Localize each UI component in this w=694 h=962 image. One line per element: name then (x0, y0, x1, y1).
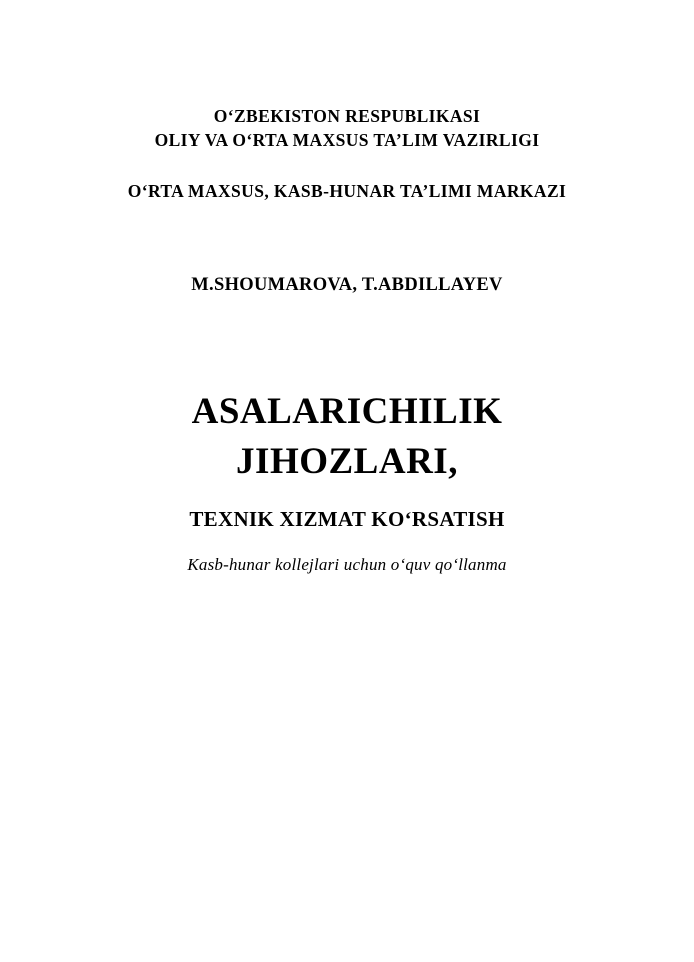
book-title-line-1: ASALARICHILIK (191, 391, 503, 432)
book-descriptor: Kasb-hunar kollejlari uchun o‘quv qo‘llanma (187, 555, 507, 574)
book-title (0, 387, 694, 487)
authors-line: M.SHOUMAROVA, T.ABDILLAYEV (191, 275, 503, 295)
title-page (0, 104, 694, 962)
ministry-line-2: OLIY VA O‘RTA MAXSUS TA’LIM VAZIRLIGI (154, 130, 540, 150)
center-heading: O‘RTA MAXSUS, KASB-HUNAR TA’LIMI MARKAZI (127, 181, 567, 201)
ministry-heading (0, 104, 694, 152)
book-title-line-2: JIHOZLARI, (236, 441, 458, 482)
book-subtitle: TEXNIK XIZMAT KO‘RSATISH (189, 507, 505, 531)
ministry-line-1: O‘ZBEKISTON RESPUBLIKASI (213, 106, 481, 126)
